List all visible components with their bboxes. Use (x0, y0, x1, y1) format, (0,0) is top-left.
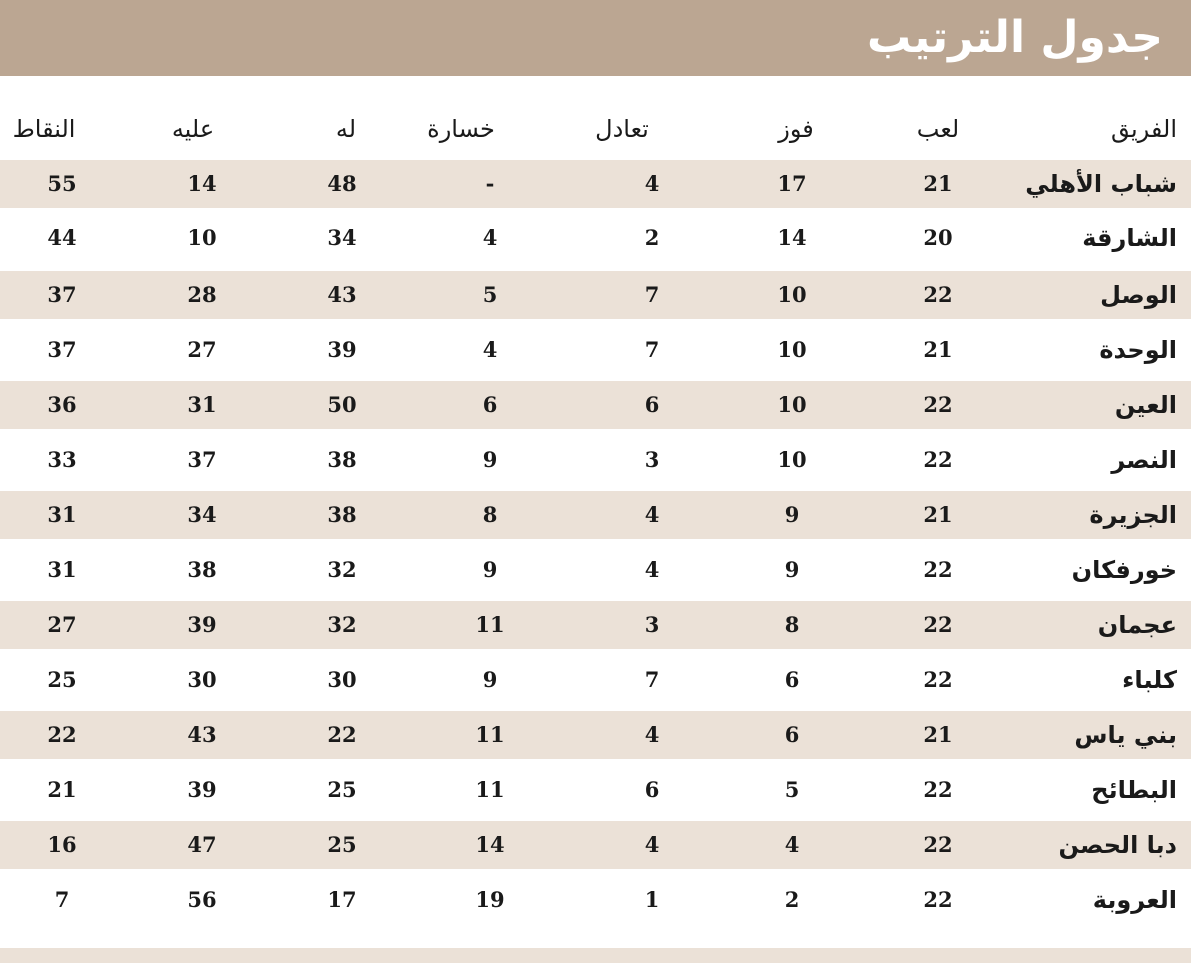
column-header-won: فوز (778, 115, 814, 143)
cell-points: 44 (47, 225, 77, 250)
table-row (0, 491, 1191, 539)
cell-points: 21 (47, 777, 77, 802)
standings-table (0, 104, 1191, 914)
page-title: جدول الترتيب (867, 12, 1163, 63)
team-name: الوحدة (1099, 336, 1177, 364)
team-name: الجزيرة (1089, 501, 1177, 529)
cell-drawn: 4 (644, 502, 660, 527)
cell-won: 10 (777, 447, 807, 472)
cell-points: 36 (47, 392, 77, 417)
table-row (0, 766, 1191, 814)
table-row (0, 436, 1191, 484)
cell-goals-against: 31 (187, 392, 217, 417)
cell-lost: 6 (482, 392, 498, 417)
cell-points: 33 (47, 447, 77, 472)
cell-played: 20 (923, 225, 953, 250)
cell-goals-against: 14 (187, 171, 217, 196)
column-header-goals-against: عليه (171, 115, 215, 143)
cell-goals-against: 10 (187, 225, 217, 250)
cell-drawn: 4 (644, 557, 660, 582)
cell-goals-for: 50 (327, 392, 357, 417)
title-banner (0, 0, 1191, 76)
cell-drawn: 2 (644, 225, 660, 250)
team-name: البطائح (1091, 776, 1177, 804)
table-row (0, 876, 1191, 924)
cell-goals-against: 28 (187, 282, 217, 307)
table-row (0, 601, 1191, 649)
team-name: الشارقة (1082, 224, 1177, 252)
cell-goals-for: 30 (327, 667, 357, 692)
cell-won: 14 (777, 225, 807, 250)
cell-lost: 11 (475, 722, 505, 747)
cell-goals-for: 17 (327, 887, 357, 912)
cell-lost: 9 (482, 447, 498, 472)
cell-drawn: 4 (644, 832, 660, 857)
cell-played: 22 (923, 282, 953, 307)
table-row (0, 821, 1191, 869)
cell-won: 17 (777, 171, 807, 196)
cell-points: 25 (47, 667, 77, 692)
cell-played: 21 (923, 502, 953, 527)
cell-points: 7 (54, 887, 70, 912)
table-row (0, 656, 1191, 704)
cell-goals-for: 38 (327, 447, 357, 472)
team-name: عجمان (1097, 611, 1177, 639)
cell-drawn: 7 (644, 337, 660, 362)
cell-played: 22 (923, 887, 953, 912)
cell-drawn: 7 (644, 667, 660, 692)
cell-goals-for: 39 (327, 337, 357, 362)
cell-points: 31 (47, 557, 77, 582)
cell-lost: 8 (482, 502, 498, 527)
table-row (0, 381, 1191, 429)
team-name: النصر (1111, 446, 1177, 474)
cell-won: 8 (784, 612, 800, 637)
team-name: الوصل (1100, 281, 1177, 309)
cell-lost: 11 (475, 612, 505, 637)
cell-goals-for: 25 (327, 832, 357, 857)
cell-goals-for: 43 (327, 282, 357, 307)
cell-goals-against: 43 (187, 722, 217, 747)
cell-goals-for: 32 (327, 557, 357, 582)
cell-played: 22 (923, 777, 953, 802)
cell-played: 22 (923, 392, 953, 417)
table-row (0, 271, 1191, 319)
cell-points: 16 (47, 832, 77, 857)
cell-lost: 14 (475, 832, 505, 857)
table-row (0, 546, 1191, 594)
cell-drawn: 7 (644, 282, 660, 307)
cell-drawn: 6 (644, 392, 660, 417)
cell-points: 55 (47, 171, 77, 196)
cell-goals-for: 22 (327, 722, 357, 747)
cell-played: 22 (923, 612, 953, 637)
table-header-row (0, 104, 1191, 158)
cell-drawn: 4 (644, 722, 660, 747)
cell-played: 21 (923, 722, 953, 747)
cell-played: 22 (923, 667, 953, 692)
cell-lost: 9 (482, 557, 498, 582)
column-header-drawn: تعادل (595, 115, 649, 143)
cell-lost: 19 (475, 887, 505, 912)
cell-goals-against: 39 (187, 612, 217, 637)
cell-lost: 5 (482, 282, 498, 307)
team-name: شباب الأهلي (1025, 170, 1177, 198)
cell-lost: 4 (482, 225, 498, 250)
cell-points: 31 (47, 502, 77, 527)
column-header-team: الفريق (1110, 115, 1177, 143)
cell-played: 21 (923, 171, 953, 196)
cell-lost: 11 (475, 777, 505, 802)
cell-goals-against: 27 (187, 337, 217, 362)
column-header-points: النقاط (12, 115, 76, 143)
cell-played: 21 (923, 337, 953, 362)
column-header-lost: خسارة (427, 115, 495, 143)
cell-won: 9 (784, 557, 800, 582)
page-edge (1191, 0, 1200, 963)
cell-goals-for: 32 (327, 612, 357, 637)
cell-won: 10 (777, 337, 807, 362)
cell-goals-for: 48 (327, 171, 357, 196)
team-name: العين (1114, 391, 1177, 419)
cell-points: 37 (47, 337, 77, 362)
cell-played: 22 (923, 447, 953, 472)
cell-goals-against: 34 (187, 502, 217, 527)
team-name: كلباء (1122, 666, 1177, 694)
cell-drawn: 6 (644, 777, 660, 802)
cell-drawn: 4 (644, 171, 660, 196)
cell-drawn: 3 (644, 447, 660, 472)
cell-points: 22 (47, 722, 77, 747)
cell-points: 27 (47, 612, 77, 637)
cell-goals-against: 37 (187, 447, 217, 472)
cell-won: 10 (777, 282, 807, 307)
team-name: العروبة (1092, 886, 1177, 914)
table-row (0, 214, 1191, 262)
table-row (0, 160, 1191, 208)
cell-goals-against: 30 (187, 667, 217, 692)
cell-goals-against: 47 (187, 832, 217, 857)
table-row (0, 711, 1191, 759)
cell-drawn: 1 (644, 887, 660, 912)
cell-played: 22 (923, 832, 953, 857)
cell-lost: - (485, 171, 495, 196)
column-header-goals-for: له (335, 115, 357, 143)
cell-won: 6 (784, 722, 800, 747)
team-name: بني ياس (1074, 721, 1177, 749)
column-header-played: لعب (916, 115, 960, 143)
cell-goals-for: 25 (327, 777, 357, 802)
cell-goals-against: 38 (187, 557, 217, 582)
cell-lost: 9 (482, 667, 498, 692)
cell-won: 9 (784, 502, 800, 527)
cell-won: 4 (784, 832, 800, 857)
cell-played: 22 (923, 557, 953, 582)
team-name: دبا الحصن (1058, 831, 1177, 859)
cell-goals-against: 56 (187, 887, 217, 912)
cell-won: 10 (777, 392, 807, 417)
cell-goals-for: 34 (327, 225, 357, 250)
table-row (0, 326, 1191, 374)
team-name: خورفكان (1071, 556, 1177, 584)
cell-won: 6 (784, 667, 800, 692)
cell-won: 5 (784, 777, 800, 802)
cell-goals-for: 38 (327, 502, 357, 527)
cell-won: 2 (784, 887, 800, 912)
footer-bar (0, 948, 1191, 963)
cell-drawn: 3 (644, 612, 660, 637)
cell-points: 37 (47, 282, 77, 307)
cell-goals-against: 39 (187, 777, 217, 802)
cell-lost: 4 (482, 337, 498, 362)
